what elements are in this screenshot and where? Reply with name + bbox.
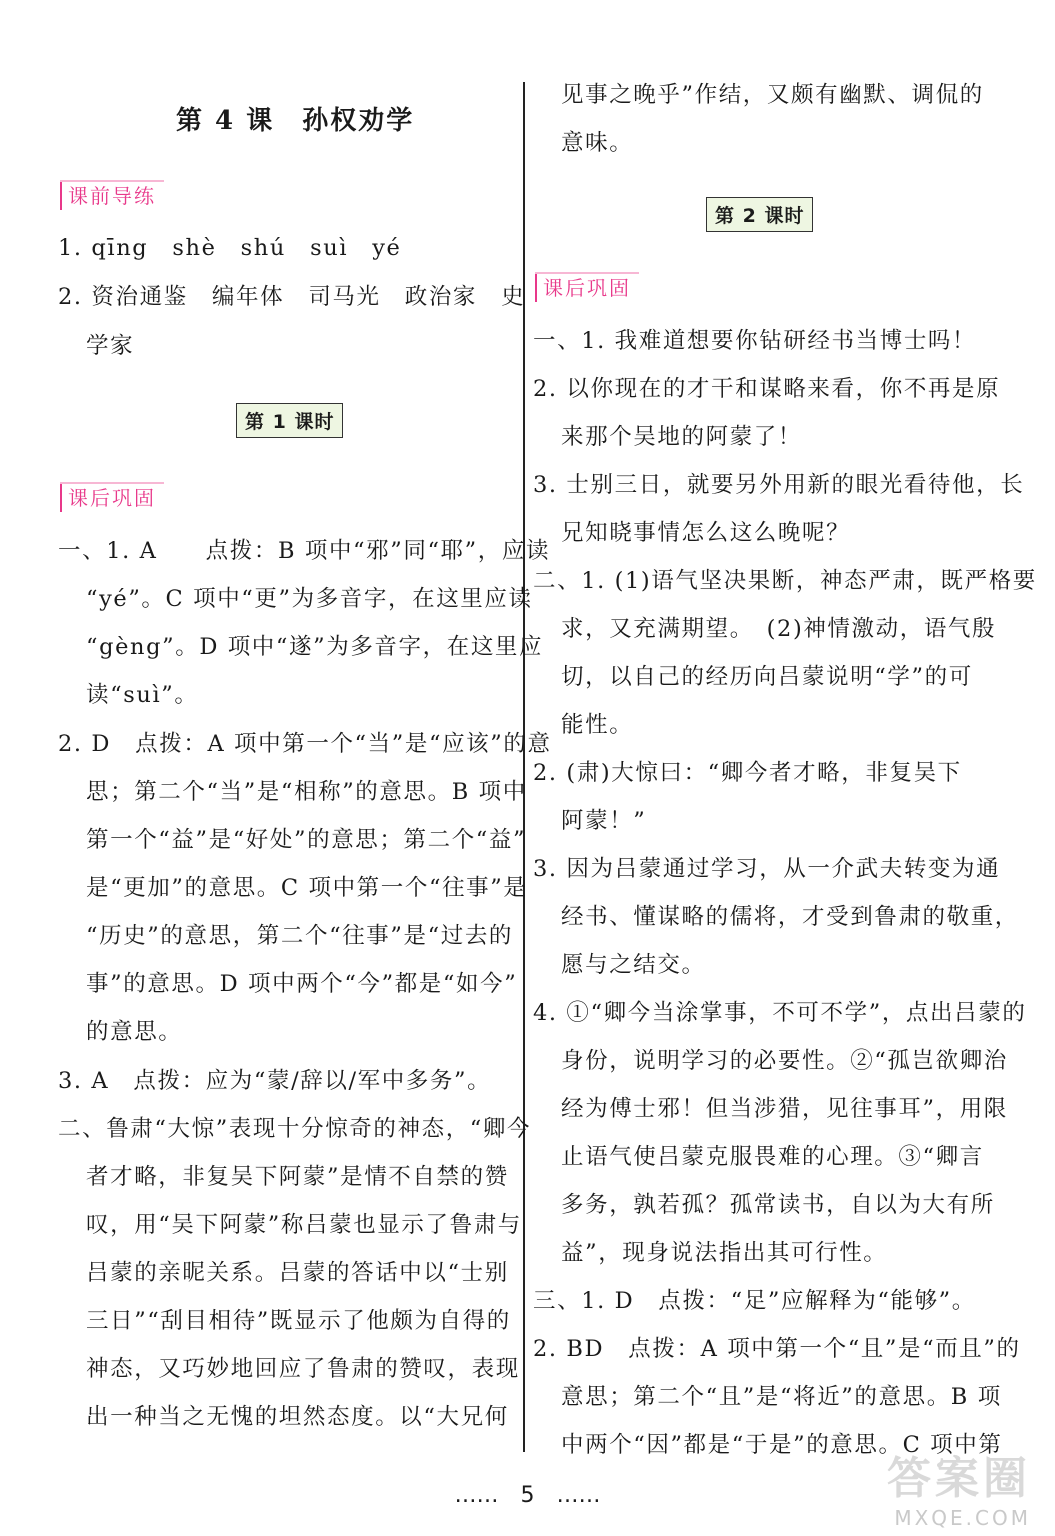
text-line: 见事之晚乎”作结，又颇有幽默、调侃的 (561, 82, 984, 108)
watermark-url: MXQE.COM (894, 1506, 1031, 1530)
lesson-title: 第 4 课 孙权劝学 (176, 106, 415, 136)
text-line: 兄知晓事情怎么这么晚呢？ (561, 520, 851, 546)
text-line: “历史”的意思，第二个“往事”是“过去的 (86, 923, 514, 949)
text-line: 2. D 点拨：A 项中第一个“当”是“应该”的意 (58, 731, 552, 757)
text-line: 三日”“刮目相待”既显示了他颇为自得的 (86, 1308, 511, 1334)
text-line: 叹，用“吴下阿蒙”称吕蒙也显示了鲁肃与 (86, 1212, 522, 1238)
lesson-period-badge: 第 1 课时 (236, 403, 343, 438)
page-number: …… 5 …… (454, 1483, 601, 1508)
text-line: 是“更加”的意思。C 项中第一个“往事”是 (86, 875, 528, 901)
text-line: 中两个“因”都是“于是”的意思。C 项中第 (561, 1432, 1003, 1458)
text-line: 的意思。 (86, 1019, 183, 1045)
text-line: 一、1. 我难道想要你钻研经书当博士吗！ (533, 328, 977, 354)
text-line: 二、1. (1)语气坚决果断，神态严肃，既严格要 (533, 568, 1037, 594)
text-line: 益”，现身说法指出其可行性。 (561, 1240, 888, 1266)
text-line: 读“suì”。 (86, 682, 199, 708)
section-heading-after: 课后巩固 (535, 272, 639, 302)
text-line: 二、鲁肃“大惊”表现十分惊奇的神态，“卿今 (58, 1116, 532, 1142)
text-line: “yé”。C 项中“更”为多音字，在这里应读 (86, 586, 533, 612)
text-line: 身份，说明学习的必要性。②“孤岂欲卿治 (561, 1048, 1008, 1074)
text-line: 2. BD 点拨：A 项中第一个“且”是“而且”的 (533, 1336, 1021, 1362)
watermark-title: 答案圈 (887, 1453, 1031, 1504)
text-line: 能性。 (561, 712, 634, 738)
text-line: 来那个吴地的阿蒙了！ (561, 424, 803, 450)
text-line: 意味。 (561, 130, 634, 156)
text-line: 求，又充满期望。 (2)神情激动，语气殷 (561, 616, 997, 642)
text-line: 多务，孰若孤？孤常读书，自以为大有所 (561, 1192, 995, 1218)
text-line: 阿蒙！” (561, 808, 647, 834)
text-line: 2. 资治通鉴 编年体 司马光 政治家 史 (58, 284, 526, 310)
text-line: 第一个“益”是“好处”的意思；第二个“益” (86, 827, 527, 853)
text-line: 学家 (86, 333, 135, 359)
text-line: 2. (肃)大惊曰：“卿今者才略，非复吴下 (533, 760, 962, 786)
text-line: 1. qīng shè shú suì yé (58, 235, 402, 261)
section-heading-pre: 课前导练 (60, 180, 164, 210)
text-line: 经书、懂谋略的儒将，才受到鲁肃的敬重， (561, 904, 1019, 930)
text-line: 者才略，非复吴下阿蒙”是情不自禁的赞 (86, 1164, 509, 1190)
text-line: 愿与之结交。 (561, 952, 706, 978)
section-heading-after: 课后巩固 (60, 482, 164, 512)
text-line: 意思；第二个“且”是“将近”的意思。B 项 (561, 1384, 1002, 1410)
text-line: “gèng”。D 项中“遂”为多音字，在这里应 (86, 634, 544, 660)
text-line: 3. 士别三日，就要另外用新的眼光看待他，长 (533, 472, 1025, 498)
watermark-logo (887, 1442, 1031, 1530)
text-line: 切，以自己的经历向吕蒙说明“学”的可 (561, 664, 973, 690)
text-line: 三、1. D 点拨：“足”应解释为“能够”。 (533, 1288, 976, 1314)
text-line: 3. 因为吕蒙通过学习，从一介武夫转变为通 (533, 856, 1001, 882)
text-line: 神态，又巧妙地回应了鲁肃的赞叹，表现 (86, 1356, 520, 1382)
text-line: 事”的意思。D 项中两个“今”都是“如今” (86, 971, 518, 997)
lesson-period-badge: 第 2 课时 (706, 197, 813, 232)
text-line: 3. A 点拨：应为“蒙/辞以/军中多务”。 (58, 1068, 492, 1094)
text-line: 4. ①“卿今当涂掌事，不可不学”，点出吕蒙的 (533, 1000, 1027, 1026)
text-line: 一、1. A 点拨：B 项中“邪”同“耶”，应读 (58, 538, 551, 564)
text-line: 出一种当之无愧的坦然态度。以“大兄何 (86, 1404, 509, 1430)
text-line: 经为傅士邪！但当涉猎，见往事耳”，用限 (561, 1096, 1008, 1122)
text-line: 止语气使吕蒙克服畏难的心理。③“卿言 (561, 1144, 984, 1170)
text-line: 吕蒙的亲昵关系。吕蒙的答话中以“士别 (86, 1260, 509, 1286)
text-line: 2. 以你现在的才干和谋略来看，你不再是原 (533, 376, 1001, 402)
text-line: 思；第二个“当”是“相称”的意思。B 项中 (86, 779, 527, 805)
